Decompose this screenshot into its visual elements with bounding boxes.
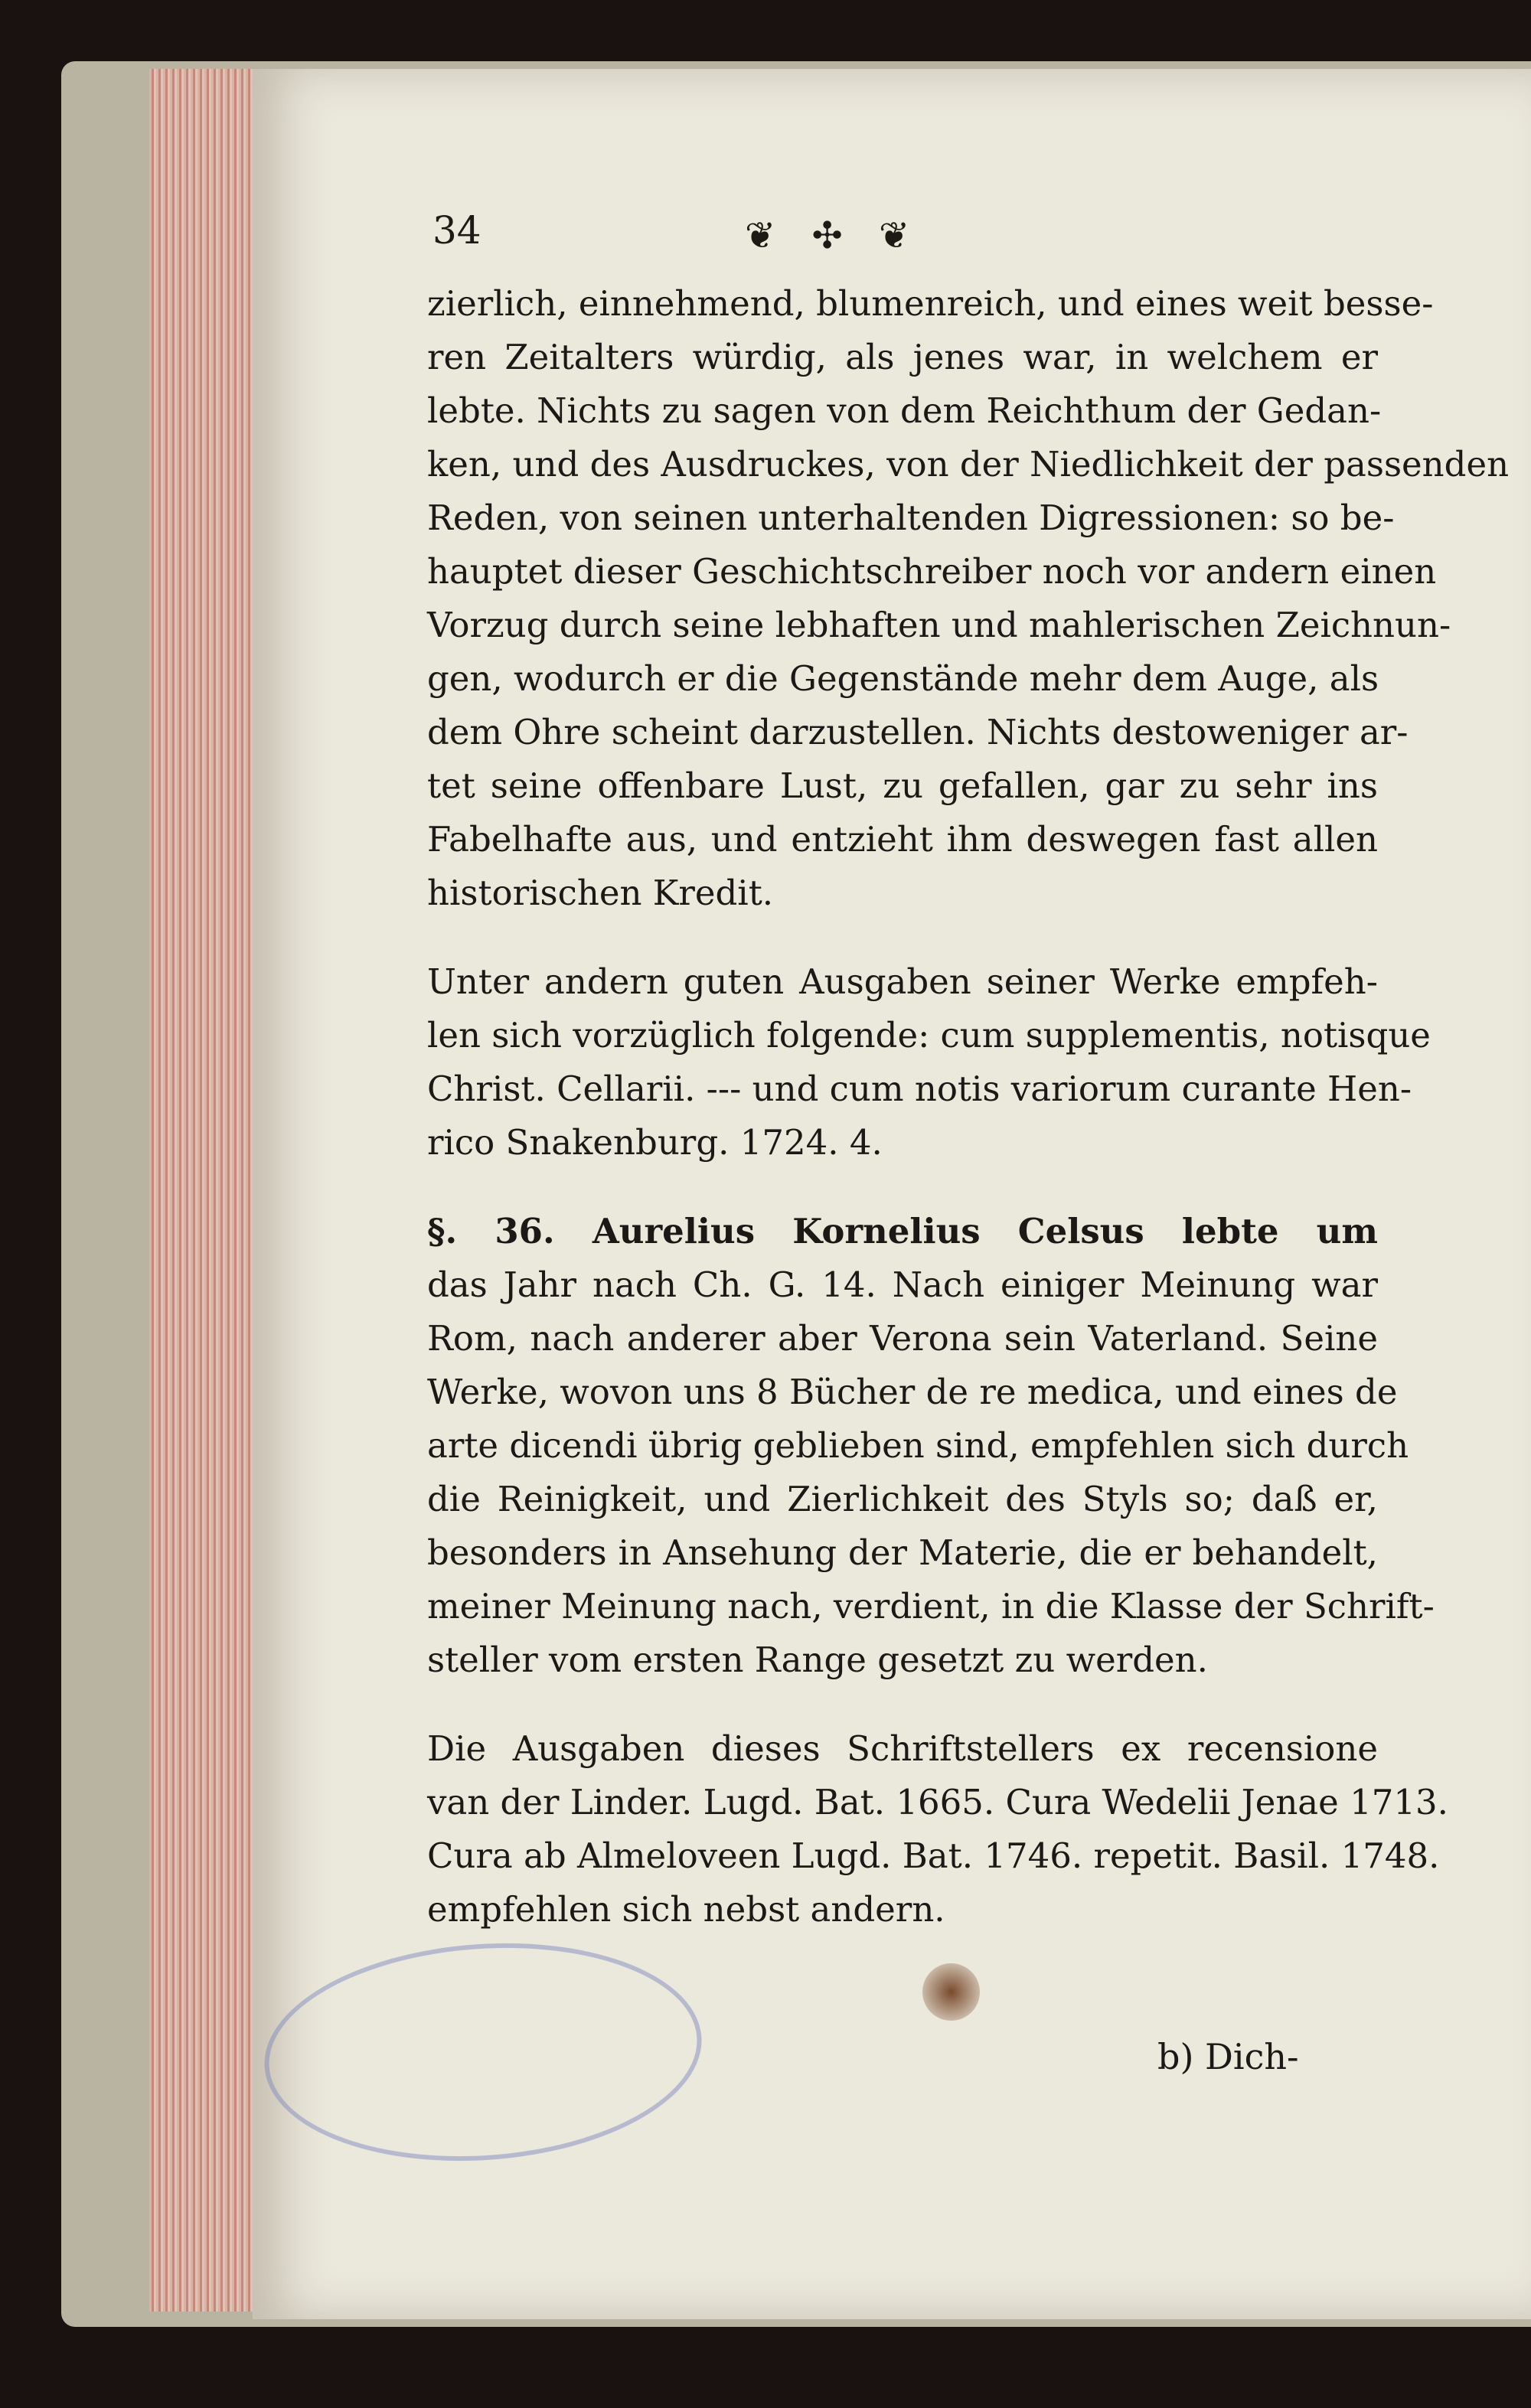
text-line: Die Ausgaben dieses Schriftstellers ex recensione: [427, 1728, 1378, 1769]
text-line: ken, und des Ausdruckes, von der Niedlichkeit der passenden: [427, 444, 1510, 485]
foxing-stain: [922, 1963, 980, 2021]
paragraph-description: [427, 277, 1510, 920]
text-line: len sich vorzüglich folgende: cum supplementis, notisque: [427, 1015, 1431, 1056]
text-line: Christ. Cellarii. --- und cum notis variorum curante Hen-: [427, 1069, 1412, 1109]
text-line: Fabelhafte aus, und entzieht ihm deswegen fast allen: [427, 819, 1378, 860]
text-line: van der Linder. Lugd. Bat. 1665. Cura Wedelii Jenae 1713.: [427, 1782, 1448, 1822]
paragraph-celsus-editions: [427, 1722, 1448, 1937]
text-line: Rom, nach anderer aber Verona sein Vaterland. Seine: [427, 1318, 1378, 1359]
text-line: Reden, von seinen unterhaltenden Digressionen: so be-: [427, 498, 1395, 538]
paragraph-editions: [427, 955, 1431, 1170]
header-ornament-icon: ❦ ✣ ❦: [745, 214, 922, 257]
paragraph-section-36: [427, 1205, 1435, 1687]
text-line: besonders in Ansehung der Materie, die er behandelt,: [427, 1532, 1378, 1573]
text-line: tet seine offenbare Lust, zu gefallen, gar zu sehr ins: [427, 765, 1378, 806]
text-line: empfehlen sich nebst andern.: [427, 1889, 945, 1930]
text-line: meiner Meinung nach, verdient, in die Klasse der Schrift-: [427, 1586, 1435, 1627]
text-line: rico Snakenburg. 1724. 4.: [427, 1122, 883, 1163]
page-number: 34: [433, 208, 481, 253]
text-line: die Reinigkeit, und Zierlichkeit des Styls so; daß er,: [427, 1479, 1378, 1519]
text-line: hauptet dieser Geschichtschreiber noch vor andern einen: [427, 551, 1437, 592]
text-line: lebte. Nichts zu sagen von dem Reichthum der Gedan-: [427, 390, 1382, 431]
text-line: steller vom ersten Range gesetzt zu werden.: [427, 1640, 1208, 1680]
text-line: Werke, wovon uns 8 Bücher de re medica, und eines de: [427, 1372, 1398, 1412]
text-line: das Jahr nach Ch. G. 14. Nach einiger Meinung war: [427, 1264, 1378, 1305]
text-line: historischen Kredit.: [427, 873, 774, 913]
text-line: Cura ab Almeloveen Lugd. Bat. 1746. repetit. Basil. 1748.: [427, 1835, 1440, 1876]
catchword: b) Dich-: [1157, 2036, 1299, 2077]
text-line: ren Zeitalters würdig, als jenes war, in welchem er: [427, 337, 1378, 377]
section-heading-line: §. 36. Aurelius Kornelius Celsus lebte um: [427, 1211, 1378, 1251]
text-line: arte dicendi übrig geblieben sind, empfehlen sich durch: [427, 1425, 1409, 1466]
text-line: zierlich, einnehmend, blumenreich, und eines weit besse-: [427, 283, 1434, 324]
text-line: Vorzug durch seine lebhaften und mahlerischen Zeichnun-: [427, 605, 1451, 645]
text-line: Unter andern guten Ausgaben seiner Werke empfeh-: [427, 961, 1378, 1002]
body-text: [427, 277, 1510, 1937]
page-header: [433, 208, 1091, 262]
text-line: gen, wodurch er die Gegenstände mehr dem Auge, als: [427, 658, 1379, 699]
text-line: dem Ohre scheint darzustellen. Nichts destoweniger ar-: [427, 712, 1409, 752]
